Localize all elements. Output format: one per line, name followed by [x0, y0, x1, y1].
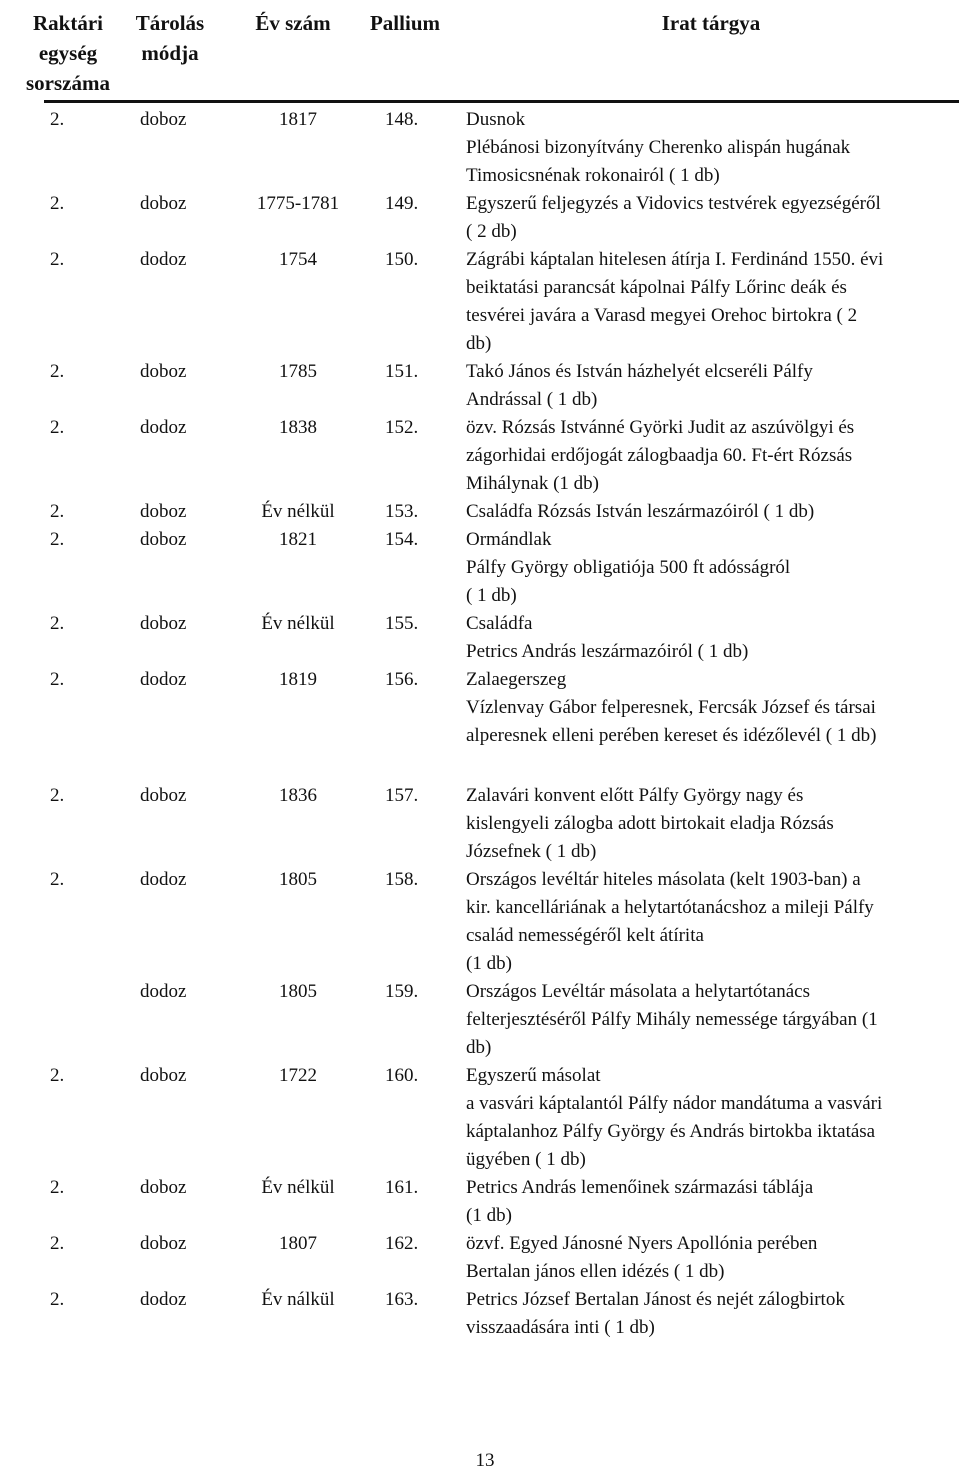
subject-line: Országos levéltár hiteles másolata (kelt 1903-ban) a	[466, 869, 861, 890]
subject-line: káptalanhoz Pálfy György és András birtokba iktatása	[466, 1121, 876, 1142]
cell-storage-method: dodoz	[140, 981, 187, 1002]
subject-line: Dusnok	[466, 109, 526, 130]
cell-storage-method: doboz	[140, 1065, 187, 1086]
subject-line: Timosicsnénak rokonairól ( 1 db)	[466, 165, 720, 186]
cell-subject	[466, 358, 956, 414]
table-row	[0, 1062, 960, 1174]
subject-line: visszaadására inti ( 1 db)	[466, 1317, 655, 1338]
cell-storage-method: dodoz	[140, 417, 187, 438]
cell-storage-method: doboz	[140, 613, 187, 634]
cell-unit-number: 2.	[50, 869, 65, 890]
cell-unit-number: 2.	[50, 1177, 65, 1198]
subject-line: Andrással ( 1 db)	[466, 389, 598, 410]
header-unit-line: egység	[38, 41, 98, 65]
cell-year: 1807	[279, 1233, 317, 1254]
cell-storage-method: doboz	[140, 193, 187, 214]
cell-pallium: 157.	[385, 785, 419, 806]
header-pallium: Pallium	[369, 11, 440, 35]
cell-unit-number: 2.	[50, 529, 65, 550]
cell-subject	[466, 106, 956, 190]
cell-subject	[466, 526, 956, 610]
table-row	[0, 526, 960, 610]
cell-unit-number: 2.	[50, 669, 65, 690]
cell-year: 1775-1781	[256, 193, 340, 214]
cell-pallium: 150.	[385, 249, 419, 270]
cell-pallium: 159.	[385, 981, 419, 1002]
header-storage-method	[120, 8, 220, 68]
table-row	[0, 666, 960, 750]
table-row	[0, 610, 960, 666]
subject-line: db)	[466, 333, 492, 354]
cell-subject	[466, 610, 956, 666]
cell-subject	[466, 246, 956, 358]
page-number: 13	[475, 1450, 495, 1471]
header-storage-line: módja	[141, 41, 199, 65]
cell-pallium: 162.	[385, 1233, 419, 1254]
cell-subject	[466, 978, 956, 1062]
subject-line: Egyszerű másolat	[466, 1065, 601, 1086]
cell-pallium: 156.	[385, 669, 419, 690]
subject-line: ( 2 db)	[466, 221, 517, 242]
table-row	[0, 1286, 960, 1342]
table-header	[0, 8, 960, 104]
subject-line: Vízlenvay Gábor felperesnek, Fercsák József és társai	[466, 697, 876, 718]
header-subject: Irat tárgya	[661, 11, 761, 35]
header-unit-line: Raktári	[33, 11, 103, 35]
subject-line: Petrics András lemenőinek származási táblája	[466, 1177, 814, 1198]
cell-year: 1722	[279, 1065, 317, 1086]
cell-storage-method: dodoz	[140, 1289, 187, 1310]
subject-line: db)	[466, 1037, 492, 1058]
cell-year: 1819	[279, 669, 317, 690]
cell-subject	[466, 498, 956, 526]
cell-year: 1821	[279, 529, 317, 550]
table-row	[0, 1230, 960, 1286]
table-row	[0, 246, 960, 358]
header-year: Év szám	[255, 11, 331, 35]
cell-year: Év nálkül	[261, 1289, 335, 1310]
table-row	[0, 190, 960, 246]
document-table-body	[0, 106, 960, 1342]
subject-line: Bertalan jános ellen idézés ( 1 db)	[466, 1261, 725, 1282]
cell-unit-number: 2.	[50, 1065, 65, 1086]
subject-line: Mihálynak (1 db)	[466, 473, 599, 494]
cell-storage-method: dodoz	[140, 249, 187, 270]
subject-line: Zalavári konvent előtt Pálfy György nagy és	[466, 785, 804, 806]
subject-line: alperesnek elleni perében kereset és idézőlevél ( 1 db)	[466, 725, 877, 746]
cell-year: 1838	[279, 417, 317, 438]
cell-unit-number: 2.	[50, 613, 65, 634]
cell-pallium: 154.	[385, 529, 419, 550]
cell-pallium: 163.	[385, 1289, 419, 1310]
subject-line: ügyében ( 1 db)	[466, 1149, 586, 1170]
cell-unit-number: 2.	[50, 501, 65, 522]
cell-year: 1805	[279, 981, 317, 1002]
cell-pallium: 161.	[385, 1177, 419, 1198]
cell-pallium: 148.	[385, 109, 419, 130]
cell-pallium: 153.	[385, 501, 419, 522]
cell-subject	[466, 1174, 956, 1230]
header-divider	[44, 100, 959, 103]
subject-line: zágorhidai erdőjogát zálogbaadja 60. Ft-ért Rózsás	[466, 445, 853, 466]
cell-pallium: 155.	[385, 613, 419, 634]
subject-line: Zalaegerszeg	[466, 669, 567, 690]
cell-subject	[466, 190, 956, 246]
subject-line: Petrics András leszármazóiról ( 1 db)	[466, 641, 749, 662]
table-row	[0, 358, 960, 414]
cell-year: 1754	[279, 249, 317, 270]
table-row	[0, 106, 960, 190]
subject-line: kislengyeli zálogba adott birtokait eladja Rózsás	[466, 813, 834, 834]
table-row	[0, 866, 960, 978]
subject-line: (1 db)	[466, 1205, 512, 1226]
cell-storage-method: doboz	[140, 1233, 187, 1254]
subject-line: Plébánosi bizonyítvány Cherenko alispán hugának	[466, 137, 851, 158]
cell-subject	[466, 782, 956, 866]
cell-storage-method: doboz	[140, 109, 187, 130]
cell-pallium: 149.	[385, 193, 419, 214]
cell-unit-number: 2.	[50, 785, 65, 806]
cell-year: Év nélkül	[261, 1177, 335, 1198]
cell-year: 1817	[279, 109, 317, 130]
cell-year: 1805	[279, 869, 317, 890]
cell-pallium: 160.	[385, 1065, 419, 1086]
header-unit-line: sorszáma	[26, 71, 110, 95]
table-row	[0, 978, 960, 1062]
table-row	[0, 1174, 960, 1230]
table-row	[0, 498, 960, 526]
subject-line: (1 db)	[466, 953, 512, 974]
subject-line: a vasvári káptalantól Pálfy nádor mandátuma a vasvári	[466, 1093, 883, 1114]
header-unit-number	[18, 8, 118, 98]
cell-subject	[466, 866, 956, 978]
cell-subject	[466, 1286, 956, 1342]
cell-subject	[466, 414, 956, 498]
cell-storage-method: doboz	[140, 501, 187, 522]
cell-storage-method: dodoz	[140, 669, 187, 690]
subject-line: Egyszerű feljegyzés a Vidovics testvérek egyezségéről	[466, 193, 881, 214]
cell-unit-number: 2.	[50, 193, 65, 214]
subject-line: Országos Levéltár másolata a helytartótanács	[466, 981, 810, 1002]
header-storage-line: Tárolás	[135, 11, 205, 35]
subject-line: Családfa	[466, 613, 533, 634]
table-row	[0, 782, 960, 866]
cell-storage-method: doboz	[140, 785, 187, 806]
subject-line: Családfa Rózsás István leszármazóiról ( 1 db)	[466, 501, 815, 522]
table-row	[0, 414, 960, 498]
subject-line: Zágrábi káptalan hitelesen átírja I. Ferdinánd 1550. évi	[466, 249, 884, 270]
subject-line: Pálfy György obligatiója 500 ft adósságról	[466, 557, 791, 578]
cell-year: 1785	[279, 361, 317, 382]
cell-unit-number: 2.	[50, 1289, 65, 1310]
subject-line: család nemességéről kelt átírita	[466, 925, 704, 946]
cell-unit-number: 2.	[50, 417, 65, 438]
cell-unit-number: 2.	[50, 109, 65, 130]
subject-line: kir. kancelláriának a helytartótanácshoz a mileji Pálfy	[466, 897, 874, 918]
cell-subject	[466, 1230, 956, 1286]
cell-subject	[466, 666, 956, 750]
cell-unit-number: 2.	[50, 249, 65, 270]
subject-line: felterjesztéséről Pálfy Mihály nemessége tárgyában (1	[466, 1009, 878, 1030]
cell-storage-method: doboz	[140, 361, 187, 382]
cell-unit-number: 2.	[50, 1233, 65, 1254]
cell-pallium: 151.	[385, 361, 419, 382]
cell-storage-method: doboz	[140, 529, 187, 550]
subject-line: Petrics József Bertalan Jánost és nejét zálogbirtok	[466, 1289, 845, 1310]
cell-pallium: 152.	[385, 417, 419, 438]
cell-year: Év nélkül	[261, 501, 335, 522]
cell-storage-method: doboz	[140, 1177, 187, 1198]
cell-year: 1836	[279, 785, 317, 806]
cell-subject	[466, 1062, 956, 1174]
cell-pallium: 158.	[385, 869, 419, 890]
subject-line: beiktatási parancsát kápolnai Pálfy Lőrinc deák és	[466, 277, 847, 298]
subject-line: özv. Rózsás Istvánné Györki Judit az aszúvölgyi és	[466, 417, 855, 438]
cell-year: Év nélkül	[261, 613, 335, 634]
subject-line: ( 1 db)	[466, 585, 517, 606]
cell-unit-number: 2.	[50, 361, 65, 382]
subject-line: özvf. Egyed Jánosné Nyers Apollónia perében	[466, 1233, 818, 1254]
subject-line: Takó János és István házhelyét elcseréli Pálfy	[466, 361, 813, 382]
subject-line: tesvérei javára a Varasd megyei Orehoc birtokra ( 2	[466, 305, 858, 326]
subject-line: Józsefnek ( 1 db)	[466, 841, 597, 862]
subject-line: Ormándlak	[466, 529, 552, 550]
cell-storage-method: dodoz	[140, 869, 187, 890]
